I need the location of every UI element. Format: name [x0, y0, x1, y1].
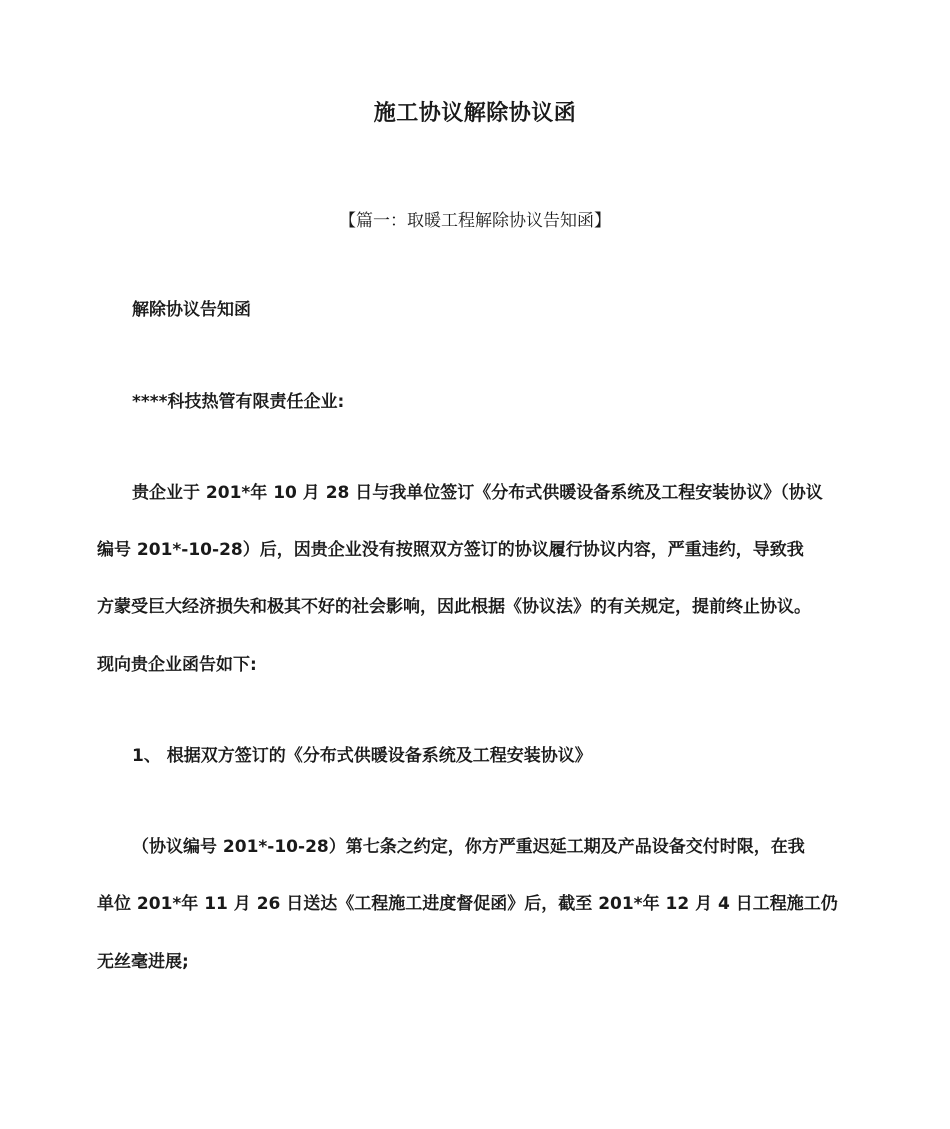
- paragraph-line: （协议编号 201*-10-28）第七条之约定，你方严重迟延工期及产品设备交付时限，在我: [132, 837, 805, 857]
- paragraph-line: 单位 201*年 11 月 26 日送达《工程施工进度督促函》后，截至 201*年 12 月 4 日工程施工仍: [97, 894, 838, 914]
- paragraph-line: 编号 201*-10-28）后，因贵企业没有按照双方签订的协议履行协议内容，严重违约，导致我: [97, 540, 804, 560]
- list-item: 1、 根据双方签订的《分布式供暖设备系统及工程安装协议》: [132, 746, 592, 766]
- paragraph-line: 方蒙受巨大经济损失和极其不好的社会影响，因此根据《协议法》的有关规定，提前终止协议。: [97, 597, 811, 617]
- document-subtitle: 【篇一：取暖工程解除协议告知函】: [339, 211, 611, 231]
- paragraph-line: 无丝毫进展;: [97, 952, 189, 972]
- document-title: 施工协议解除协议函: [373, 101, 577, 126]
- paragraph-line: 现向贵企业函告如下:: [97, 655, 257, 675]
- paragraph-line: 贵企业于 201*年 10 月 28 日与我单位签订《分布式供暖设备系统及工程安装协议》（协议: [132, 483, 823, 503]
- letter-heading: 解除协议告知函: [132, 300, 251, 320]
- addressee: ****科技热管有限责任企业:: [132, 392, 345, 412]
